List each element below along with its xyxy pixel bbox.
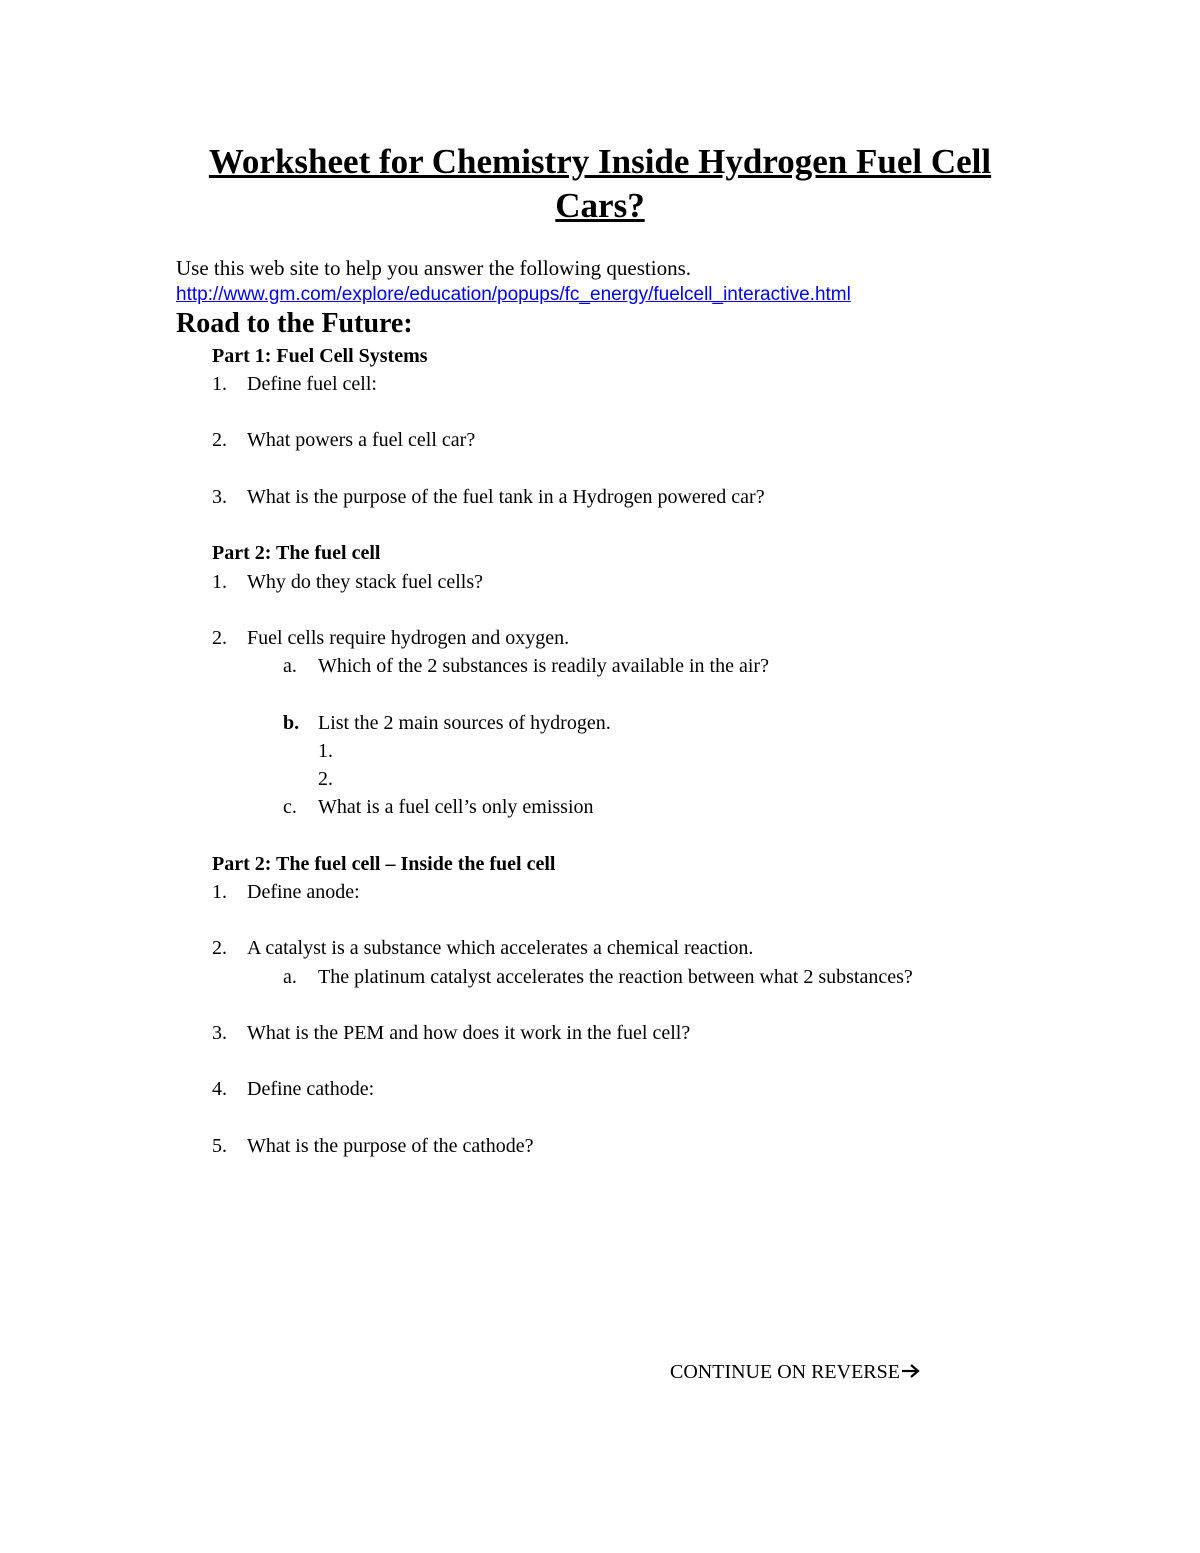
- sub-question-item: [283, 655, 769, 678]
- question-number: 5.: [212, 1135, 227, 1157]
- question-item: [212, 881, 360, 904]
- question-item: [212, 1022, 690, 1045]
- question-text: Why do they stack fuel cells?: [247, 571, 484, 593]
- question-number: 2.: [212, 937, 227, 959]
- question-number: 1.: [212, 571, 227, 593]
- question-number: 2.: [212, 429, 227, 451]
- sub-question-text: What is a fuel cell’s only emission: [318, 796, 594, 818]
- intro-instruction: Use this web site to help you answer the following questions.: [176, 256, 692, 280]
- question-number: 1.: [212, 373, 227, 395]
- question-number: 3.: [212, 486, 227, 508]
- part-1-heading: Part 1: Fuel Cell Systems: [212, 345, 428, 367]
- sub-question-text: Which of the 2 substances is readily available in the air?: [318, 655, 769, 677]
- question-item: [212, 571, 483, 594]
- question-item: [212, 429, 475, 452]
- question-number: 2.: [212, 627, 227, 649]
- question-item: [212, 627, 569, 650]
- question-text: A catalyst is a substance which accelerates a chemical reaction.: [247, 937, 754, 959]
- question-text: Define fuel cell:: [247, 373, 377, 395]
- continue-text: CONTINUE ON REVERSE: [670, 1361, 900, 1383]
- continue-on-reverse: [670, 1361, 921, 1385]
- part-3-heading: Part 2: The fuel cell – Inside the fuel cell: [212, 853, 556, 875]
- answer-blank-number: 1.: [318, 740, 333, 762]
- question-item: [212, 486, 765, 509]
- right-arrow-icon: [901, 1362, 921, 1385]
- sub-question-text: List the 2 main sources of hydrogen.: [318, 712, 611, 734]
- sub-question-letter: c.: [283, 796, 297, 818]
- sub-question-letter: a.: [283, 655, 297, 677]
- question-number: 1.: [212, 881, 227, 903]
- question-text: Fuel cells require hydrogen and oxygen.: [247, 627, 570, 649]
- question-text: Define cathode:: [247, 1078, 375, 1100]
- sub-question-item: [283, 712, 611, 735]
- sub-question-item: [283, 796, 594, 819]
- answer-blank-number: 2.: [318, 768, 333, 790]
- part-2-heading: Part 2: The fuel cell: [212, 542, 381, 564]
- question-item: [212, 373, 377, 396]
- section-heading: Road to the Future:: [176, 308, 413, 339]
- question-text: What is the purpose of the cathode?: [247, 1135, 534, 1157]
- page-title-line-1: Worksheet for Chemistry Inside Hydrogen Fuel Cell: [208, 142, 992, 181]
- question-text: What powers a fuel cell car?: [247, 429, 476, 451]
- question-item: [212, 1078, 374, 1101]
- question-text: What is the PEM and how does it work in the fuel cell?: [247, 1022, 691, 1044]
- question-text: Define anode:: [247, 881, 360, 903]
- resource-link[interactable]: http://www.gm.com/explore/education/popups/fc_energy/fuelcell_interactive.html: [176, 284, 851, 305]
- sub-question-text: The platinum catalyst accelerates the reaction between what 2 substances?: [318, 966, 913, 988]
- sub-question-letter: b.: [283, 712, 300, 734]
- question-item: [212, 937, 753, 960]
- question-text: What is the purpose of the fuel tank in a Hydrogen powered car?: [247, 486, 765, 508]
- sub-question-letter: a.: [283, 966, 297, 988]
- page-title-line-2: Cars?: [555, 186, 645, 225]
- question-number: 4.: [212, 1078, 227, 1100]
- question-number: 3.: [212, 1022, 227, 1044]
- sub-question-item: [283, 966, 913, 989]
- question-item: [212, 1135, 534, 1158]
